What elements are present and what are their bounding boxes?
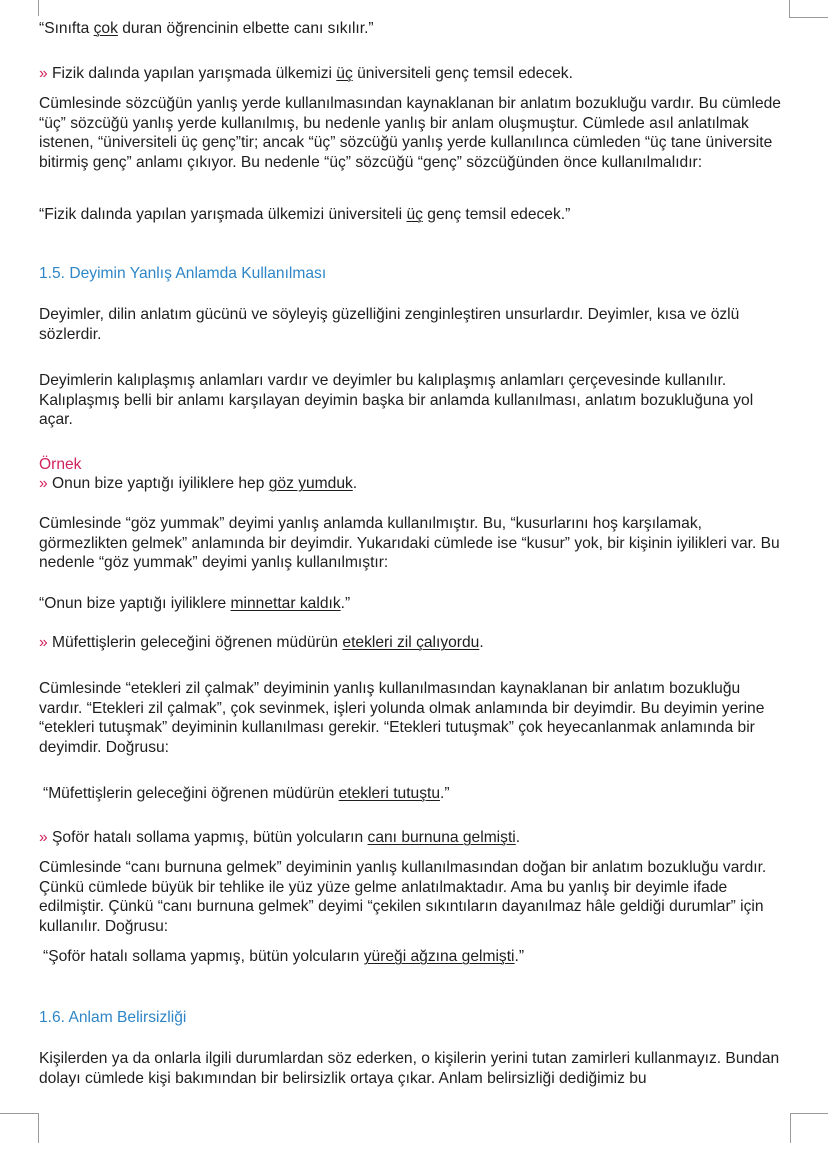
- quote-text: “Sınıfta: [39, 20, 94, 37]
- crop-mark-bottom-right-v: [790, 1113, 791, 1143]
- corrected-quote-1: [39, 205, 785, 225]
- bullet-marker: »: [39, 634, 53, 651]
- paragraph-deyimler: Deyimler, dilin anlatım gücünü ve söyleyiş güzelliğini zenginleştiren unsurlardır. Deyimler, kısa ve özlü sözlerdir.: [39, 306, 740, 343]
- corrected-quote-3: [43, 784, 789, 804]
- example-sentence-4: [39, 828, 785, 848]
- underlined-phrase: etekleri zil çalıyordu: [342, 634, 480, 651]
- example-sentence-3: [39, 633, 785, 653]
- corrected-quote-4: [43, 947, 789, 967]
- sentence-text: üniversiteli genç temsil edecek.: [352, 65, 573, 82]
- quote-text: .”: [340, 595, 351, 612]
- corrected-quote-2: [39, 594, 785, 614]
- bullet-marker: »: [39, 65, 53, 82]
- sentence-text: .: [352, 475, 358, 492]
- explanation-paragraph-4: Cümlesinde “canı burnuna gelmek” deyiminin yanlış kullanılmasından doğan bir anlatım bozukluğu vardır. Çünkü cümlede büyük bir tehlike ile yüz yüze gelme anlatılmaktadır. Ama bu yanlış bir deyimle ifade edilmiştir. Çünkü “canı burnuna gelmek” deyimi “çekilen sıkıntıların dayanılmaz hâle geldiği durumlar” için kullanılır. Doğrusu:: [39, 859, 767, 935]
- crop-mark-top-right-v: [789, 0, 790, 17]
- underlined-phrase: canı burnuna gelmişti: [367, 829, 516, 846]
- crop-mark-top-left-v: [38, 0, 39, 16]
- section-heading-1-6: 1.6. Anlam Belirsizliği: [39, 1009, 187, 1026]
- underlined-phrase: göz yumduk: [268, 475, 353, 492]
- crop-mark-bottom-left-h: [0, 1113, 38, 1114]
- sentence-text: Fizik dalında yapılan yarışmada ülkemizi: [52, 65, 337, 82]
- underlined-word: çok: [93, 20, 118, 37]
- quote-text: “Müfettişlerin geleceğini öğrenen müdürün: [43, 785, 339, 802]
- crop-mark-bottom-left-v: [38, 1113, 39, 1143]
- explanation-paragraph-3: Cümlesinde “etekleri zil çalmak” deyiminin yanlış kullanılmasından kaynaklanan bir anlatım bozukluğu vardır. “Etekleri zil çalmak”, çok sevinmek, işleri yolunda olmak anlamında bir deyimdir. Bu deyimin yerine “etekleri tutuşmak” deyiminin kullanılması gerekir. “Etekleri tutuşmak” çok heyecanlanmak anlamında bir deyimdir. Doğrusu:: [39, 680, 765, 756]
- crop-mark-bottom-right-h: [790, 1113, 828, 1114]
- sentence-text: Müfettişlerin geleceğini öğrenen müdürün: [52, 634, 343, 651]
- underlined-word: üç: [406, 206, 423, 223]
- quote-text: “Şoför hatalı sollama yapmış, bütün yolcuların: [43, 948, 364, 965]
- paragraph-kaliplasmis: Deyimlerin kalıplaşmış anlamları vardır ve deyimler bu kalıplaşmış anlamları çerçevesinde kullanılır. Kalıplaşmış belli bir anlamı karşılayan deyimin başka bir anlamda kullanılması, anlatım bozukluğuna yol açar.: [39, 372, 754, 429]
- section-heading-1-5: 1.5. Deyimin Yanlış Anlamda Kullanılması: [39, 265, 327, 282]
- quote-text: .”: [440, 785, 450, 802]
- quote-text: duran öğrencinin elbette canı sıkılır.”: [117, 20, 374, 37]
- sentence-text: .: [515, 829, 521, 846]
- sentence-text: Onun bize yaptığı iyiliklere hep: [52, 475, 269, 492]
- underlined-phrase: yüreği ağzına gelmişti: [363, 948, 515, 965]
- underlined-phrase: etekleri tutuştu: [338, 785, 441, 802]
- example-quote-1: [39, 19, 785, 39]
- quote-text: .”: [514, 948, 525, 965]
- quote-text: genç temsil edecek.”: [422, 206, 571, 223]
- sentence-text: .: [479, 634, 484, 651]
- crop-mark-top-right-h: [789, 17, 828, 18]
- paragraph-anlam-belirsizligi: Kişilerden ya da onlarla ilgili durumlardan söz ederken, o kişilerin yerini tutan zamirleri kullanmayız. Bundan dolayı cümlede kişi bakımından bir belirsizlik ortaya çıkar. Anlam belirsizliği dediğimiz bu: [39, 1050, 780, 1087]
- explanation-paragraph-1: Cümlesinde sözcüğün yanlış yerde kullanılmasından kaynaklanan bir anlatım bozukluğu vardır. Bu cümlede “üç” sözcüğü yanlış yerde kullanılmış, bu nedenle yanlış bir anlam oluşmuştur. Cümlede asıl anlatılmak istenen, “üniversiteli üç genç”tir; ancak “üç” sözcüğü yanlış yerde kullanılınca cümleden “üç tane üniversite bitirmiş genç” anlamı çıkıyor. Bu nedenle “üç” sözcüğü “genç” sözcüğünden önce kullanılmalıdır:: [39, 95, 781, 171]
- example-sentence-2: [39, 474, 785, 494]
- example-sentence-1: [39, 64, 785, 84]
- quote-text: “Onun bize yaptığı iyiliklere: [39, 595, 231, 612]
- bullet-marker: »: [39, 475, 53, 492]
- sentence-text: Şoför hatalı sollama yapmış, bütün yolcuların: [52, 829, 368, 846]
- underlined-phrase: minnettar kaldık: [230, 595, 341, 612]
- quote-text: “Fizik dalında yapılan yarışmada ülkemizi üniversiteli: [39, 206, 407, 223]
- explanation-paragraph-2: Cümlesinde “göz yummak” deyimi yanlış anlamda kullanılmıştır. Bu, “kusurlarını hoş karşılamak, görmezlikten gelmek” anlamında bir deyimdir. Yukarıdaki cümlede ise “kusur” yok, bir kişinin iyilikleri var. Bu nedenle “göz yummak” deyimi yanlış kullanılmıştır:: [39, 515, 780, 572]
- underlined-word: üç: [336, 65, 353, 82]
- bullet-marker: »: [39, 829, 53, 846]
- example-label: Örnek: [39, 456, 82, 473]
